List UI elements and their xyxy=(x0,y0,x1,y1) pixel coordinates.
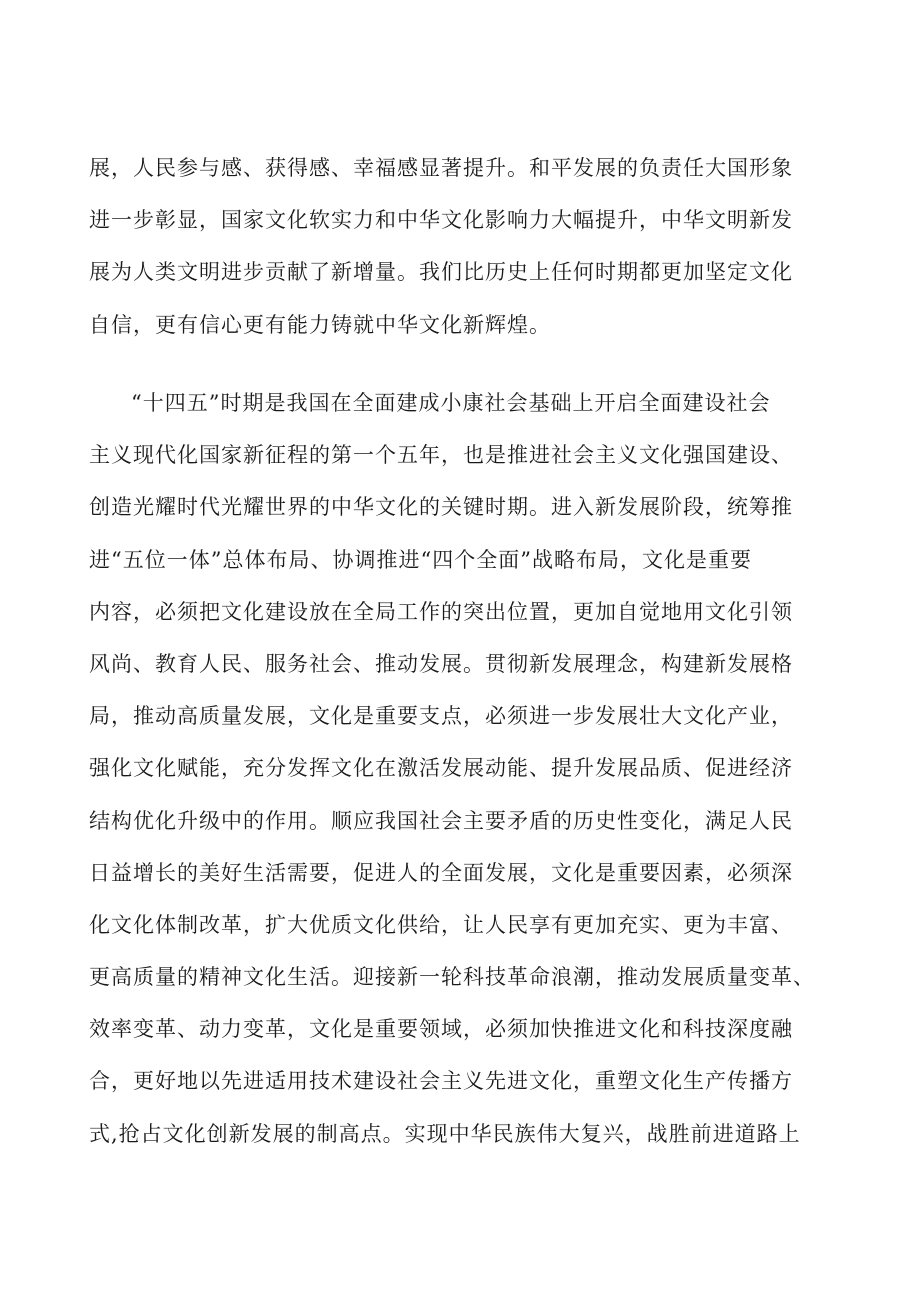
paragraph-line: 日益增长的美好生活需要，促进人的全面发展，文化是重要因素，必须深 xyxy=(89,860,793,885)
paragraph-line: 结构优化升级中的作用。顺应我国社会主要矛盾的历史性变化，满足人民 xyxy=(89,808,793,833)
paragraph-line: 效率变革、动力变革，文化是重要领域，必须加快推进文化和科技深度融 xyxy=(89,1017,793,1042)
paragraph-line: “十四五”时期是我国在全面建成小康社会基础上开启全面建设社会 xyxy=(131,391,771,415)
paragraph-line: 进一步彰显，国家文化软实力和中华文化影响力大幅提升，中华文明新发 xyxy=(89,208,793,233)
paragraph-line: 局，推动高质量发展，文化是重要支点，必须进一步发展壮大文化产业， xyxy=(89,704,793,729)
paragraph-2 xyxy=(89,377,849,1160)
paragraph-line: 风尚、教育人民、服务社会、推动发展。贯彻新发展理念，构建新发展格 xyxy=(89,651,793,676)
paragraph-line: 式,抢占文化创新发展的制高点。实现中华民族伟大复兴，战胜前进道路上 xyxy=(89,1121,801,1146)
paragraph-line: 创造光耀时代光耀世界的中华文化的关键时期。进入新发展阶段，统筹推 xyxy=(89,495,793,520)
paragraph-line: 自信，更有信心更有能力铸就中华文化新辉煌。 xyxy=(89,312,551,337)
paragraph-line: 化文化体制改革，扩大优质文化供给，让人民享有更加充实、更为丰富、 xyxy=(89,912,793,937)
paragraph-line: 内容，必须把文化建设放在全局工作的突出位置，更加自觉地用文化引领 xyxy=(89,599,793,624)
paragraph-line: 展，人民参与感、获得感、幸福感显著提升。和平发展的负责任大国形象 xyxy=(89,156,793,180)
paragraph-line: 合，更好地以先进适用技术建设社会主义先进文化，重塑文化生产传播方 xyxy=(89,1069,793,1094)
paragraph-line: 强化文化赋能，充分发挥文化在激活发展动能、提升发展品质、促进经济 xyxy=(89,756,793,781)
paragraph-1 xyxy=(89,142,849,351)
paragraph-line: 主义现代化国家新征程的第一个五年，也是推进社会主义文化强国建设、 xyxy=(89,443,793,468)
paragraph-line: 展为人类文明进步贡献了新增量。我们比历史上任何时期都更加坚定文化 xyxy=(89,260,793,285)
paragraph-line: 进“五位一体”总体布局、协调推进“四个全面”战略布局，文化是重要 xyxy=(89,547,752,572)
paragraph-line: 更高质量的精神文化生活。迎接新一轮科技革命浪潮，推动发展质量变革、 xyxy=(89,965,815,990)
